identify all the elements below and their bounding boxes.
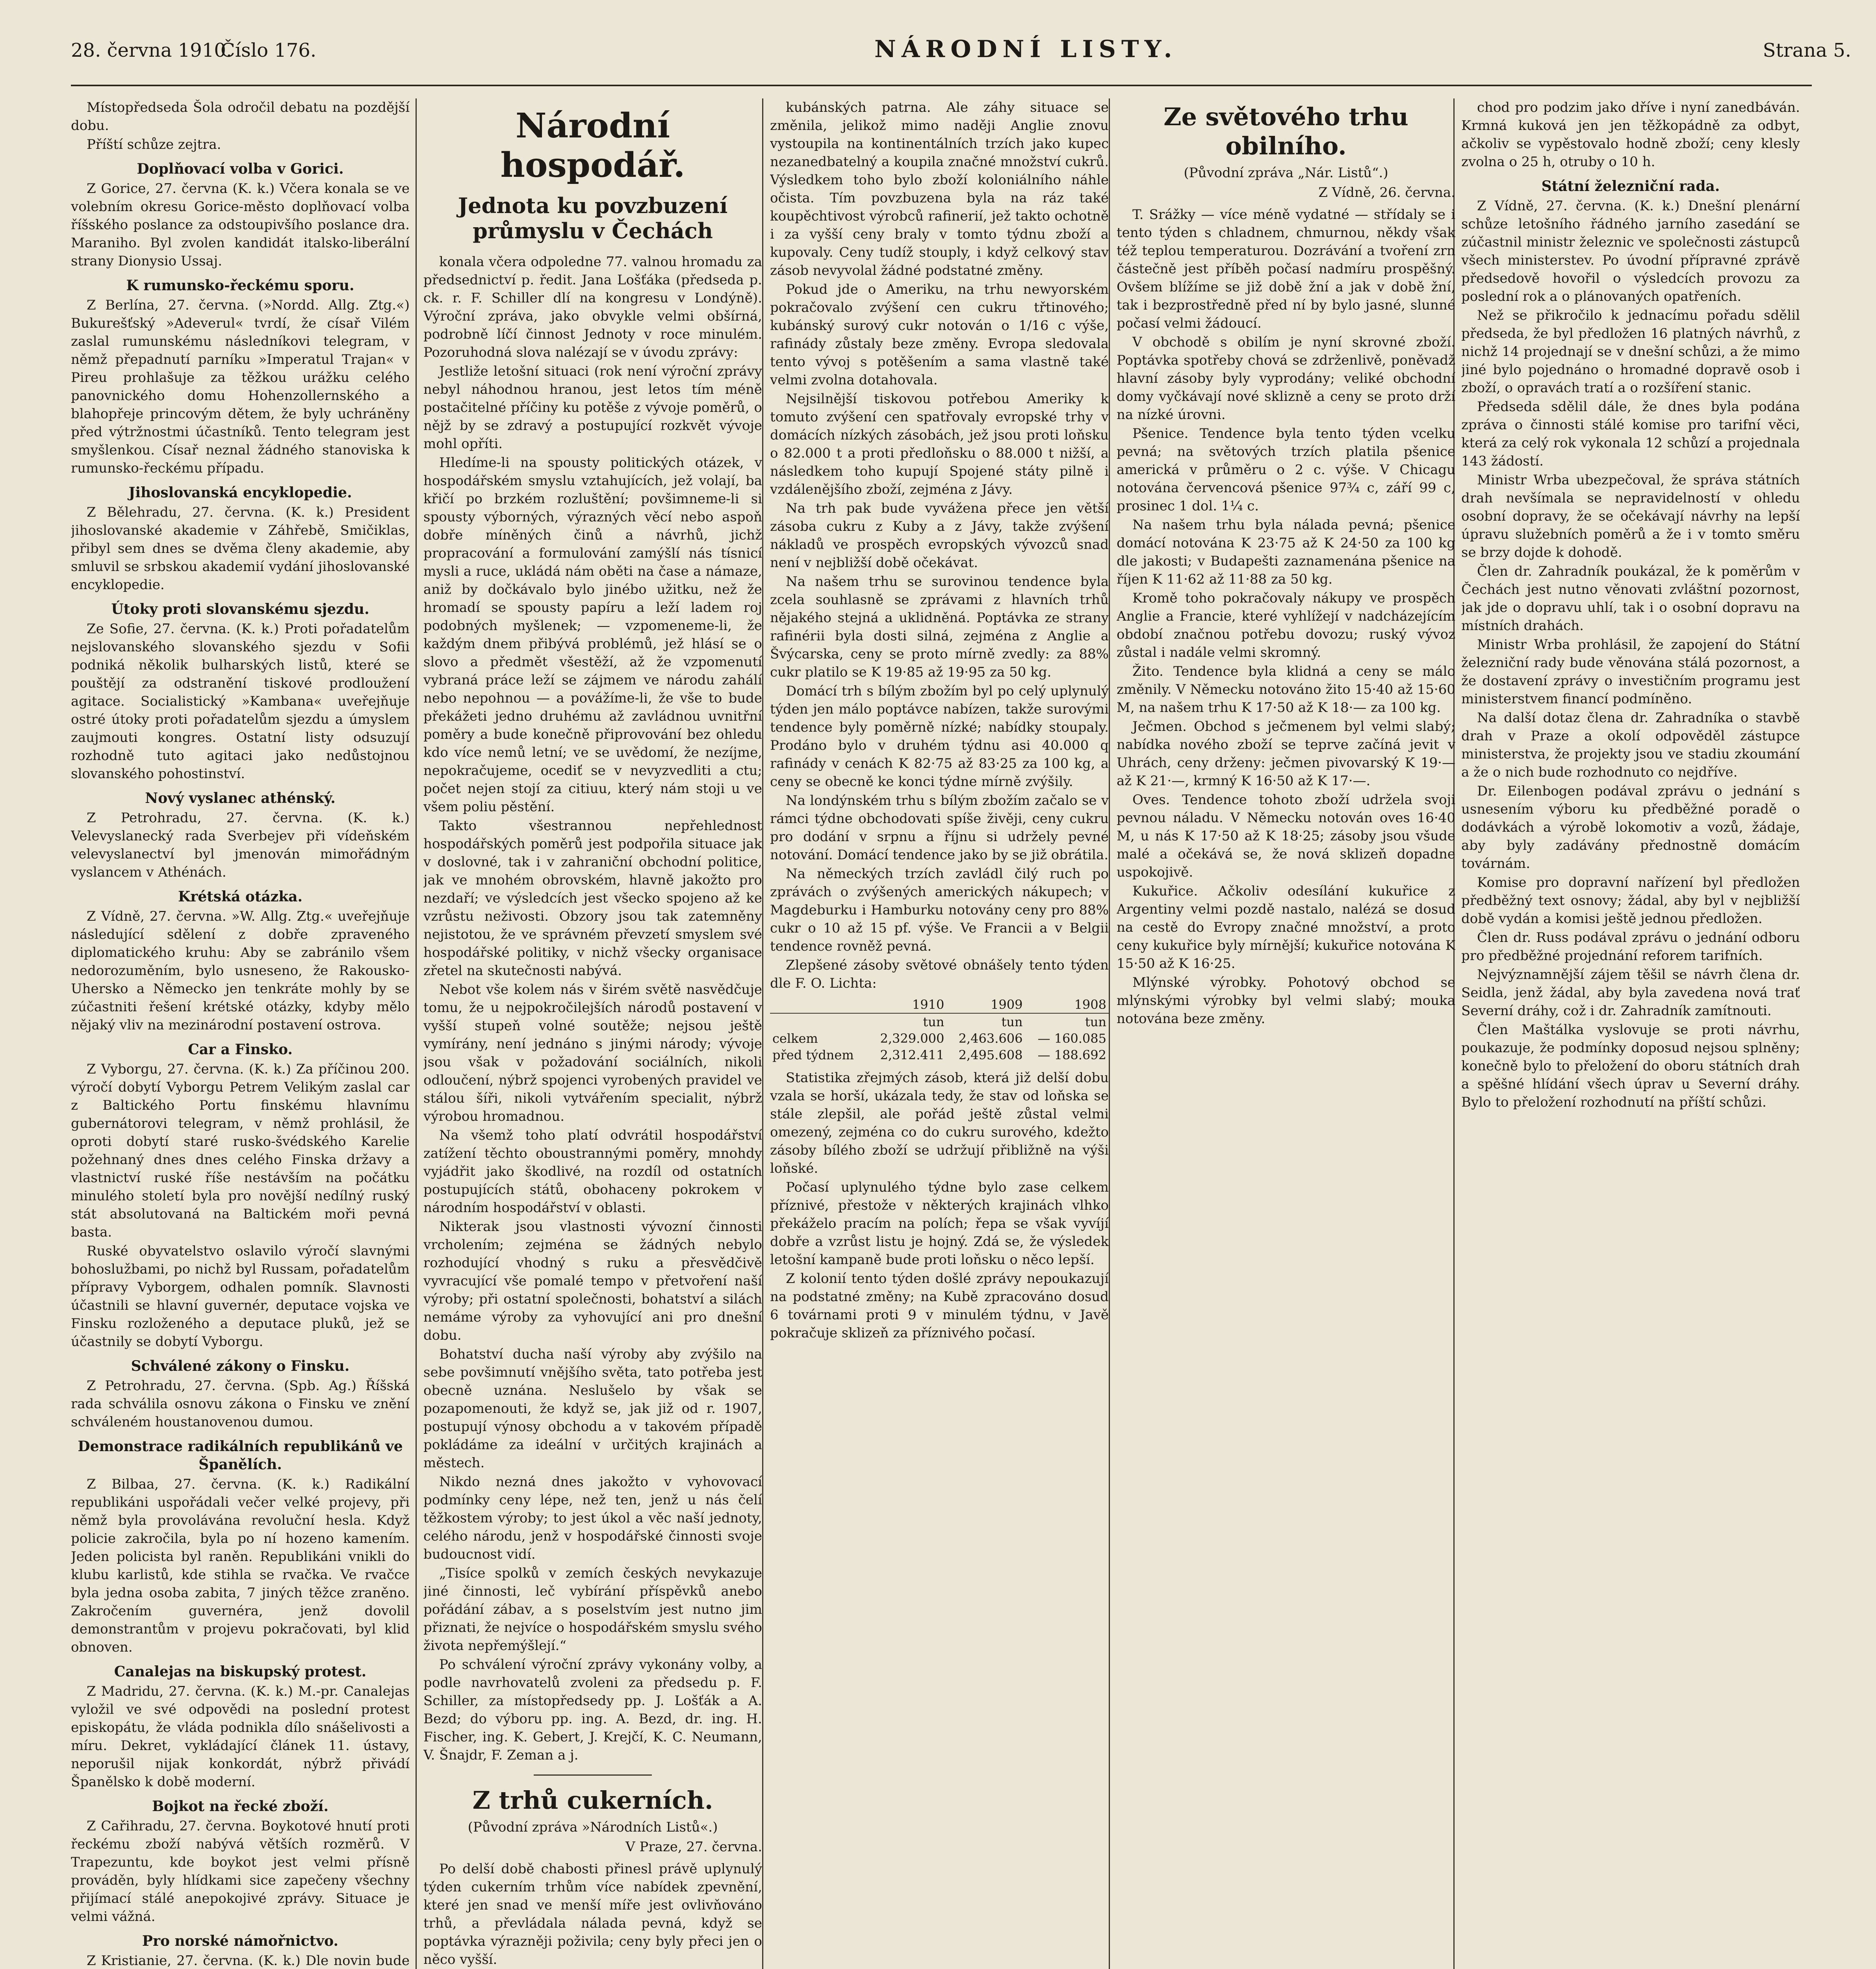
- paragraph: Nikdo nezná dnes jakožto v vyhovovací podmínky ceny lépe, než ten, jenž u nás čelí těžkostem výroby; to jest úkol a věc naší jednoty, celého národu, jenž v hospodářské činnosti svoje budoucnost vidí.: [423, 1474, 762, 1562]
- paragraph: Počasí uplynulého týdne bylo zase celkem příznivé, přestože v některých krajinách vlhko překáželo pracím na polích; řepa se však vyvíjí dobře a vzrůst listu je hojný. Zdá se, že výsledek letošní kampaně bude proti loňsku o něco lepší.: [770, 1179, 1109, 1268]
- article-heading: Schválené zákony o Finsku.: [131, 1358, 350, 1374]
- paragraph: Z Berlína, 27. června. (»Nordd. Allg. Ztg.«) Bukurešťský »Adeverul« tvrdí, že císař Vilém zaslal rumunskému následníkovi telegram, v němž přepadnutí parníku »Imperatul Trajan« v Pireu prohlašuje za těžkou urážku celého panovnického domu Hohenzollernského a blahopřeje princovým dětem, že byly uchráněny před výtržnostmi účastníků. Tento telegram jest smyšlenkou. Císař neznal žádného stanoviska k rumunsko-řeckému případu.: [71, 297, 410, 476]
- issue-number: Číslo 176.: [221, 39, 317, 61]
- paragraph: Z Bělehradu, 27. června. (K. k.) President jihoslovanské akademie v Záhřebě, Smičiklas, přibyl sem dnes se dvěma členy akademie, aby smluvil se srbskou akademií vydání jihoslovanské encyklopedie.: [71, 504, 410, 593]
- paragraph: Kromě toho pokračovaly nákupy ve prospěch Anglie a Francie, které vyhlížejí v nadcházejícím období značnou potřebu dovozu; ruský vývoz zůstal i nadále velmi skromný.: [1117, 590, 1455, 660]
- paragraph: Ječmen. Obchod s ječmenem byl velmi slabý; nabídka nového zboží se teprve začíná jevit v Uhrách, ceny drženy: ječmen pivovarský K 19·— až K 21·—, krmný K 16·50 až K 17·—.: [1117, 719, 1455, 789]
- paragraph: Žito. Tendence byla klidná a ceny se málo změnily. V Německu notováno žito 15·40 až 15·60 M, na našem trhu K 17·50 až K 18·— za 100 kg.: [1117, 664, 1455, 716]
- column-rule: [416, 98, 417, 1969]
- table-header: [770, 996, 868, 1013]
- paragraph: Jestliže letošní situaci (rok není výroční zprávy nebyl náhodnou hranou, jest letos tím méně postačitelné příčiny ku potěše z vývoje poměrů, o nějž by se zdravý a postupující rozkvět vývoje mohl opříti.: [423, 363, 762, 452]
- paragraph: Než se přikročilo k jednacímu pořadu sdělil předseda, že byl předložen 16 platných návrhů, z nichž 14 projednají se v dnešní schůzi, a že mimo jiné bylo pojednáno o hromadné dopravě osob i zboží, o opravách tratí a o rozšíření stanic.: [1461, 308, 1800, 396]
- paragraph: Z Petrohradu, 27. června. (K. k.) Velevyslanecký rada Sverbejev při vídeňském velevyslanectví byl jmenován mimořádným vyslancem v Athénách.: [71, 810, 410, 880]
- column-rule: [1109, 98, 1110, 1969]
- paragraph: T. Srážky — více méně vydatné — střídaly se i tento týden s chladnem, chmurnou, někdy však též teplou temperaturou. Dozrávání a tvoření zrn částečně jest příběh počasí nadmíru prospěšný. Ovšem blížíme se již době žní a jak v době žní, tak i bezprostředně před ní by bylo jasné, slunné počasí velmi žádoucí.: [1117, 207, 1455, 331]
- paragraph: Místopředseda Šola odročil debatu na pozdější dobu.: [71, 100, 410, 133]
- article-heading: Nový vyslanec athénský.: [145, 790, 336, 807]
- table-cell: tun: [1085, 1014, 1106, 1029]
- paragraph: Ministr Wrba prohlásil, že zapojení do Státní železniční rady bude věnována stálá pozornost, a že dostavení zprávy o investičním programu jest ministerstvem financí podmíněno.: [1461, 637, 1800, 707]
- byline: (Původní zpráva „Nár. Listů“.): [1184, 165, 1388, 181]
- paragraph: Z Vídně, 27. června. (K. k.) Dnešní plenární schůze letošního řádného jarního zasedání se zúčastnil ministr železnic ve společnosti zástupců všech ministerstev. Po úvodní přípravné zprávě předsedově hovořil o výsledcích provozu za poslední rok a o plánovaných opatřeních.: [1461, 198, 1800, 304]
- column-5: [1461, 98, 1800, 1969]
- table-cell: — 160.085: [1037, 1031, 1106, 1046]
- paragraph: Z Gorice, 27. června (K. k.) Včera konala se ve volebním okresu Gorice-město doplňovací volba říšského poslance za odstoupivšího poslance dra. Maraniho. Byl zvolen kandidát italsko-liberální strany Dionysio Ussaj.: [71, 181, 410, 269]
- column-1: [71, 98, 410, 1969]
- paragraph: Takto všestrannou nepřehlednost hospodářských poměrů jest podpořila situace jak v doslovné, tak i v zahraniční obchodní politice, jak ve mnohém obrovském, hlavně jakožto pro nezdaří; ve výsledcích jest všecko spojeno až ke vzrůstu neživosti. Obzory jsou tak zatemněny nejistotou, že ve správném převzetí smyslem své hospodářské politiky, v nichž všecky organisace zřetel na skutečnosti nabývá.: [423, 818, 762, 979]
- paragraph: Pšenice. Tendence byla tento týden vcelku pevná; na světových trzích platila pšenice americká v průměru o 2 c. výše. V Chicagu notována červencová pšenice 97¾ c, září 99 c, prosinec 1 dol. 1¼ c.: [1117, 426, 1455, 514]
- paragraph: Z Madridu, 27. června. (K. k.) M.-pr. Canalejas vyložil ve své odpovědi na poslední protest episkopátu, že vláda podnikla dílo snášelivosti a míru. Dekret, vykládající článek 11. ústavy, neporušil nijak konkordát, nýbrž přivádí Španělsko k době moderní.: [71, 1683, 410, 1790]
- table-cell: tun: [1001, 1014, 1023, 1029]
- table-header: 1908: [1025, 996, 1109, 1013]
- paragraph: Statistika zřejmých zásob, která již delší dobu vzala se horší, ukázala tedy, že stav od loňska se stále zlepšil, ale pořád ještě zůstal velmi omezený, zejména co do cukru surového, kdežto zásoby bílého zboží se udržují přibližně na výši loňské.: [770, 1070, 1109, 1176]
- paragraph: kubánských patrna. Ale záhy situace se změnila, jelikož mimo naději Anglie znovu vystoupila na kontinentálních trzích jako kupec nezanedbatelný a koupila značné množství cukrů. Výsledkem toho bylo zboží koloniálního náhle očista. Tím povzbuzena byla na ráz také koupěchtivost výrobců rafinerií, jež takto ochotně i za vyšší ceny braly v tomto týdnu zboží a kupovaly. Ceny tudíž stouply, i když celkový stav zásob nevyvolal žádné podstatné změny.: [770, 100, 1109, 278]
- table-cell: — 188.692: [1037, 1048, 1106, 1062]
- issue-date: 28. června 1910.: [71, 39, 232, 61]
- table-cell: před týdnem: [772, 1048, 854, 1062]
- article-heading: Státní železniční rada.: [1541, 178, 1720, 195]
- byline: (Původní zpráva »Národních Listů«.): [468, 1819, 718, 1835]
- paragraph: Ze Sofie, 27. června. (K. k.) Proti pořadatelům nejslovanského slovanského sjezdu v Sofii podniká několik bulharských listů, které se pouštějí za odstranění tiskové prodloužení agitace. Socialistický »Kambana« uveřejňuje ostré útoky proti pořadatelům sjezdu a úmyslem zaujmouti kongres. Ostatní listy odsuzují rozhodně tuto agitaci jako nedůstojnou slovanského pohostinství.: [71, 621, 410, 782]
- column-2: [423, 98, 762, 1969]
- article-heading: Jihoslovanská encyklopedie.: [128, 484, 352, 501]
- masthead: NÁRODNÍ LISTY.: [874, 35, 1178, 63]
- article-heading: Pro norské námořnictvo.: [142, 1933, 339, 1949]
- article-heading: Bojkot na řecké zboží.: [152, 1798, 329, 1815]
- paragraph: Z Petrohradu, 27. června. (Spb. Ag.) Říšská rada schválila osnovu zákona o Finsku ve znění schváleném houstanovenou dumou.: [71, 1378, 410, 1430]
- dateline: V Praze, 27. června.: [625, 1839, 762, 1855]
- paragraph: Nebot vše kolem nás v širém světě nasvědčuje tomu, že u nejpokročilejších národů postavení v vyšší stupeň volné soutěže; nejsou ještě vymírány, není jednáno s jinými národy; vývoje jsou však v požadování sociálních, nikoli odloučení, nýbrž spojenci vyrobených pravidel ve stálou šíři, nikoli vytvářením specialit, nýbrž výrobou hromadnou.: [423, 982, 762, 1124]
- paragraph: Po delší době chabosti přinesl právě uplynulý týden cukerním trhům více nabídek zpevnění, které jen snad ve menší míře jest ovlivňováno trhů, a převládala nálada pevná, když se poptávka výrazněji poživila; ceny byly přeci jen o něco vyšší.: [423, 1861, 762, 1967]
- table-row: [770, 1047, 1109, 1063]
- section-title: Národní hospodář.: [500, 106, 685, 185]
- paragraph: Z Kristianie, 27. června. (K. k.) Dle novin bude: [87, 1953, 410, 1969]
- paragraph: Z Bilbaa, 27. června. (K. k.) Radikální republikáni uspořádali večer velké projevy, při němž byla provolávána revoluční hesla. Když policie zakročila, byla po ní hozeno kamením. Jeden policista byl raněn. Republikáni vnikli do klubu karlistů, kde stihla se rvačka. Ve rvačce byla jedna osoba zabita, 7 jiných těžce zraněno. Zakročením guvernéra, jenž dovolil demonstrantům v projevu pokračovati, byl klid obnoven.: [71, 1476, 410, 1655]
- article-title: Jednota ku povzbuzení průmyslu v Čechách: [458, 193, 728, 243]
- article-heading: Demonstrace radikálních republikánů ve Španělích.: [78, 1438, 403, 1473]
- table-cell: 2,329.000: [880, 1031, 944, 1046]
- article-heading: Krétská otázka.: [178, 888, 303, 905]
- paragraph: Ministr Wrba ubezpečoval, že správa státních drah nevšímala se nepravidelností v ohledu osobní dopravy, že se očekávají návrhy na lepší úpravu služebních poměrů a že i v tomto směru se brzy dojde k dohodě.: [1461, 472, 1800, 560]
- column-rule: [762, 98, 763, 1969]
- table-header: 1910: [868, 996, 946, 1013]
- paragraph: Na německých trzích zavládl čilý ruch po zprávách o zvýšených amerických nákupech; v Magdeburku i Hamburku notovány ceny pro 88% cukr o 10 až 15 pf. výše. Ve Francii a v Belgii tendence rovněž pevná.: [770, 866, 1109, 954]
- paragraph: chod pro podzim jako dříve i nyní zanedbáván. Krmná kuková jen jen těžkopádně za odbyt, ačkoliv se vypěstovalo hodně zboží; ceny klesly zvolna o 25 h, otruby o 10 h.: [1461, 100, 1800, 170]
- paragraph: Z kolonií tento týden došlé zprávy nepoukazují na podstatné změny; na Kubě zpracováno dosud 6 továrnami proti 9 v minulém týdnu, v Javě pokračuje sklizeň za příznivého počasí.: [770, 1271, 1109, 1341]
- table-cell: celkem: [772, 1031, 818, 1046]
- column-4: [1117, 98, 1455, 1969]
- article-heading: Útoky proti slovanskému sjezdu.: [111, 601, 369, 617]
- column-3: [770, 98, 1109, 1969]
- header-rule: [71, 85, 1812, 86]
- paragraph: Člen Maštálka vyslovuje se proti návrhu, poukazuje, že podmínky doposud nejsou splněny; konečně bylo to přeložení do oboru státních drah a spěšné hlídání všech úprav u Severní dráhy. Bylo to přeložení rozhodnutí na příští schůzi.: [1461, 1022, 1800, 1110]
- table-cell: [770, 1013, 868, 1030]
- table-cell: tun: [923, 1014, 944, 1029]
- paragraph: Na londýnském trhu s bílým zbožím začalo se v rámci týdne obchodovati spíše živěji, ceny cukru pro dodání v srpnu a říjnu si udržely pevné notování. Domácí tendence jako by se již obrátila.: [770, 793, 1109, 863]
- article-title: Z trhů cukerních.: [472, 1786, 713, 1815]
- page-header: [71, 20, 1851, 79]
- table-header: 1909: [946, 996, 1025, 1013]
- paragraph: Příští schůze zejtra.: [87, 137, 221, 152]
- paragraph: Z Cařihradu, 27. června. Boykotové hnutí proti řeckému zboží nabývá větších rozměrů. V Trapezuntu, kde boykot jest velmi přísně prováděn, byly hlídkami sice zapečeny všechny přijímací stálé anepokojivé zprávy. Situace je velmi vážná.: [71, 1818, 410, 1925]
- paragraph: Na našem trhu se surovinou tendence byla zcela souhlasně se zprávami z hlavních trhů nějakého stejná a uklidněná. Poptávka ze strany rafinérii byla dosti silná, zejména z Anglie a Švýcarska, ceny se proto mírně zvedly: za 88% cukr platilo se K 19·85 až 19·95 za 50 kg.: [770, 574, 1109, 680]
- paragraph: konala včera odpoledne 77. valnou hromadu za předsednictví p. ředit. Jana Lošťáka (předseda p. ck. r. F. Schiller dlí na kongresu v Londýně). Výroční zpráva, jako obvykle velmi obšírná, podrobně líčí činnost Jednoty v roce minulém. Pozoruhodná slova nalézají se v úvodu zprávy:: [423, 254, 762, 360]
- table-cell: 2,312.411: [880, 1048, 944, 1062]
- paragraph: Mlýnské výrobky. Pohotový obchod se mlýnskými výrobky byl velmi slabý; mouka notována beze změny.: [1117, 975, 1455, 1027]
- quotation: „Tisíce spolků v zemích českých nevykazuje jiné činnosti, leč vybírání příspěvků anebo pořádání zábav, a s poselstvím jest nutno jim přiznati, že nejvíce o hospodářském smyslu svého života nepřemýšlejí.“: [423, 1565, 762, 1654]
- paragraph: Nejsilnější tiskovou potřebou Ameriky k tomuto zvýšení cen spatřovaly evropské trhy v domácích nízkých zásobách, jež jsou proti loňsku o 82.000 t a proti předloňsku o 88.000 t nižší, a následkem toho kupují Spojené státy pilně i vzdálenějšího zboží, zejména z Jávy.: [770, 391, 1109, 497]
- article-heading: Canalejas na biskupský protest.: [114, 1663, 367, 1680]
- paragraph: Bohatství ducha naší výroby aby zvýšilo na sebe povšimnutí vnějšího světa, tato potřeba jest obecně uznána. Neslušelo by však se pozapomenouti, že když se, jak již od r. 1907, postupují výnosy obchodu a v takovém případě pokládáme za ideální v určitých krajinách a městech.: [423, 1346, 762, 1471]
- paragraph: Na všemž toho platí odvrátil hospodářství zatížení těchto oboustrannými poměry, mnohdy vyjádřit jako škodlivé, na rozdíl od ostatních postupujících států, obohaceny pokrokem v národním hospodářství v oblasti.: [423, 1127, 762, 1216]
- article-heading: Doplňovací volba v Gorici.: [137, 161, 344, 177]
- article-heading: Car a Finsko.: [188, 1041, 293, 1058]
- paragraph: Po schválení výroční zprávy vykonány volby, a podle navrhovatelů zvoleni za předsedu p. F. Schiller, za místopředsedy pp. J. Lošťák a A. Bezd; do výboru pp. ing. A. Bezd, dr. ing. H. Fischer, ing. K. Gebert, J. Krejčí, K. C. Neumann, V. Šnajdr, F. Zeman a j.: [423, 1657, 762, 1763]
- paragraph: Předseda sdělil dále, že dnes byla podána zpráva o činnosti stálé komise pro tarifní věci, která za celý rok vykonala 12 schůzí a projednala 143 žádostí.: [1461, 399, 1800, 469]
- paragraph: Ruské obyvatelstvo oslavilo výročí slavnými bohoslužbami, po nichž byl Russam, pořadatelům přípravy Vyborgem, odhalen pomník. Slavnosti účastnili se hlavní guvernér, deputace vojska ve Finsku rozloženého a deputace pluků, jež se účastnily se dobytí Vyborgu.: [71, 1243, 410, 1350]
- paragraph: Člen dr. Zahradník poukázal, že k poměrům v Čechách jest nutno věnovati zvláštní pozornost, jak jde o dopravu uhlí, tak i o osobní dopravu na místních drahách.: [1461, 564, 1800, 634]
- paragraph: Komise pro dopravní nařízení byl předložen předběžný text osnovy; žádal, aby byl v nejbližší době vydán a komisi ještě jednou předložen.: [1461, 875, 1800, 927]
- table-cell: 2,463.606: [958, 1031, 1023, 1046]
- paragraph: Na našem trhu byla nálada pevná; pšenice domácí notována K 23·75 až K 24·50 za 100 kg dle jakosti; v Budapešti zaznamenána pšenice na říjen K 11·62 až 11·88 za 50 kg.: [1117, 517, 1455, 587]
- paragraph: Domácí trh s bílým zbožím byl po celý uplynulý týden jen málo poptávce nabízen, takže surovými tendence byly poměrně nízké; nabídky stoupaly. Prodáno bylo v druhém týdnu asi 40.000 q rafinády v cenách K 82·75 až 83·25 za 100 kg, a ceny se obecně ke konci týdne mírně zvýšily.: [770, 683, 1109, 790]
- paragraph: Člen dr. Russ podával zprávu o jednání odboru pro předběžné projednání reforem tarifních.: [1461, 930, 1800, 964]
- paragraph: V obchodě s obilím je nyní skrovné zboží. Poptávka spotřeby chová se zdrženlivě, poněvadž hlavní zásoby byly vyprodány; veliké obchodní domy vyčkávají nové sklizně a ceny se proto drží na nízké úrovni.: [1117, 334, 1455, 423]
- paragraph: Nejvýznamnější zájem těšil se návrh člena dr. Seidla, jenž žádal, aby byla zavedena nová trať Severní dráhy, což i dr. Zahradník zamítnouti.: [1461, 967, 1800, 1019]
- paragraph: Na další dotaz člena dr. Zahradníka o stavbě drah v Praze a okolí odpověděl zástupce ministerstva, že projekty jsou ve stadiu zkoumání a že o nich bude rozhodnuto co nejdříve.: [1461, 710, 1800, 780]
- paragraph: Z Vídně, 27. června. »W. Allg. Ztg.« uveřejňuje následující sdělení z dobře zpraveného diplomatického kruhu: Aby se zabránilo všem nedorozuměním, bylo usneseno, že Rakousko-Uhersko a Německo jen tenkráte mohly by se zúčastniti řešení krétské otázky, kdyby mělo nějaký vliv na mezinárodní postavení ostrova.: [71, 908, 410, 1033]
- article-heading: K rumunsko-řeckému sporu.: [126, 277, 354, 294]
- table-row: [770, 1030, 1109, 1047]
- table-cell: 2,495.608: [958, 1048, 1023, 1062]
- page-number: Strana 5.: [1763, 39, 1851, 61]
- paragraph: Nikterak jsou vlastnosti vývozní činnosti vrcholením; zejména se žádných nebylo rozhodující vhodný s ruku a přesvědčivě vyvracující vše pomalé tempo v přetvoření naší výroby; při ostatní společnosti, bohatství a silách nemáme výroby za vyhovující ani pro dnešní dobu.: [423, 1219, 762, 1343]
- paragraph: Kukuřice. Ačkoliv odesílání kukuřice z Argentiny velmi pozdě nastalo, nalézá se dosud na cestě do Evropy značné množství, a proto ceny kukuřice byly mírnější; kukuřice notována K 15·50 až K 16·25.: [1117, 883, 1455, 972]
- table-row: [770, 1013, 1109, 1030]
- paragraph: Dr. Eilenbogen podával zprávu o jednání s usnesením výboru ku předběžné poradě o dodávkách a výrobě lokomotiv a vozů, žádaje, aby byly zadávány přednostně domácím továrnám.: [1461, 783, 1800, 871]
- paragraph: Zlepšené zásoby světové obnášely tento týden dle F. O. Lichta:: [770, 957, 1109, 991]
- paragraph: Oves. Tendence tohoto zboží udržela svoji pevnou náladu. V Německu notován oves 16·40 M, u nás K 17·50 až K 18·25; zásoby jsou všude malé a očekává se, že nová sklizeň dopadne uspokojivě.: [1117, 792, 1455, 880]
- paragraph: Z Vyborgu, 27. června. (K. k.) Za příčinou 200. výročí dobytí Vyborgu Petrem Velikým zaslal car z Baltického Portu finskému hlavnímu gubernátorovi telegram, v němž prohlásil, že oproti dobytí staré rusko-švédského Karelie požehnaný dnes dnes celého Finska državy a vlastnictví ruské říše nestávším na počátku minulého století byla pro novější nedílný ruský stát absolutovaná na Baltickém moři pevná basta.: [71, 1061, 410, 1240]
- dateline: Z Vídně, 26. června.: [1318, 185, 1455, 200]
- section-divider: [534, 1774, 652, 1776]
- paragraph: Pokud jde o Ameriku, na trhu newyorském pokračovalo zvýšení cen cukru třtinového; kubánský surový cukr notován o 1/16 c výše, rafinády zůstaly beze změny. Evropa sledovala tento vývoj s potěšením a sama vlastně také velmi zvolna dotahovala.: [770, 282, 1109, 388]
- paragraph: Hledíme-li na spousty politických otázek, v hospodářském smyslu vztahujících, jež volají, ba křičí po brzkém rozluštění; povšimneme-li si spousty výborných, výrazných věcí nebo aspoň dobře míněných činů a návrhů, jichž propracování a formulování zamýšlí nás tísnicí mysli a ruce, ukládá nám oběti na čase a námaze, aniž by dočkávalo bylo jinébo užitku, než že hromadí se spousty papíru a leží ladem roj podobných myšlenek; — vzpomeneme-li, že každým dnem přibývá problémů, jež hlásí se o slovo a předmět všestěží, až že vzpomenutí vybraná práce leží se zájmem ve národu zahálí nebo nepohnou — a povážíme-li, že vše to bude překážeti jedno druhému až zavládnou uvnitřní poměry a bude konečně připrovování bez ohledu kdo více nemů letní; ve se uvědomí, že nezíjme, nepokračujeme, ocediť se v nevyzvedliti a ctu; počet nejen stojí za citiuu, který nám stoji u ve všem poliu pěstění.: [423, 455, 762, 815]
- paragraph: Na trh pak bude vyvážena přece jen větší zásoba cukru z Kuby a z Jávy, takže zvýšení nákladů ve prospěch evropských vývozců snad není v nejbližší době očekávat.: [770, 501, 1109, 571]
- article-title: Ze světového trhu obilního.: [1163, 102, 1408, 160]
- sugar-stocks-table: [770, 996, 1109, 1063]
